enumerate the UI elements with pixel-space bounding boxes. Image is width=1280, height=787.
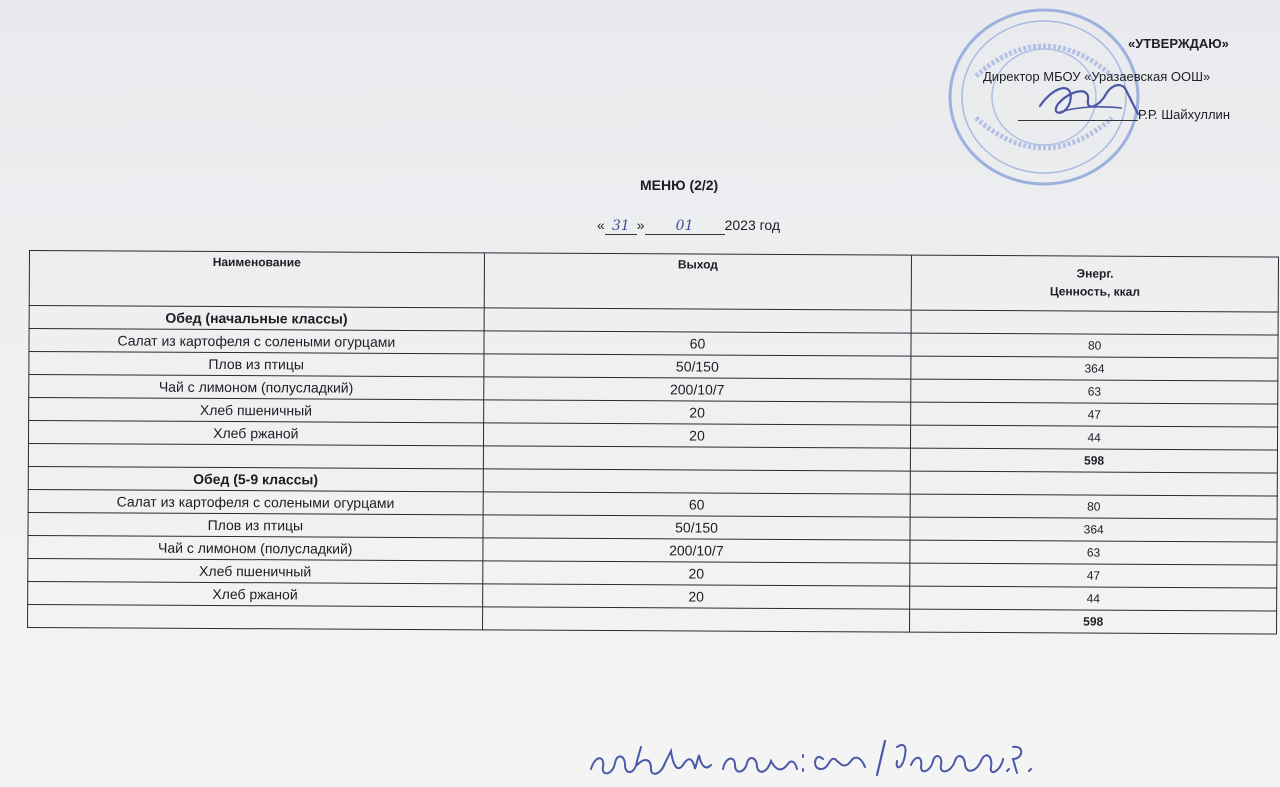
dish-output: 20 <box>482 561 910 586</box>
section-title: Обед (5-9 классы) <box>28 466 483 491</box>
dish-energy: 63 <box>911 379 1278 404</box>
approval-director: Директор МБОУ «Уразаевская ООШ» <box>983 69 1211 84</box>
table-header-row <box>29 251 1278 313</box>
dish-energy: 80 <box>911 333 1278 358</box>
dish-energy: 364 <box>910 517 1277 542</box>
compiled-by-handwritten-signature <box>585 725 1045 785</box>
dish-energy: 44 <box>911 425 1278 450</box>
approval-name: Р.Р. Шайхуллин <box>1138 107 1230 122</box>
dish-name: Салат из картофеля с солеными огурцами <box>29 329 484 354</box>
section-title: Обед (начальные классы) <box>29 306 484 331</box>
total-energy: 598 <box>911 448 1278 473</box>
dish-output: 200/10/7 <box>483 377 911 402</box>
dish-output: 20 <box>483 423 911 448</box>
total-energy: 598 <box>910 609 1277 634</box>
dish-name: Плов из птицы <box>29 352 484 377</box>
dish-name: Салат из картофеля с солеными огурцами <box>28 489 483 514</box>
energy-header-line1: Энерг. <box>1076 266 1114 281</box>
dish-name: Чай с лимоном (полусладкий) <box>28 535 483 560</box>
dish-energy: 47 <box>911 402 1278 427</box>
column-header-name: Наименование <box>29 251 484 308</box>
dish-name: Хлеб ржаной <box>28 581 483 606</box>
dish-output: 20 <box>482 584 910 609</box>
dish-energy: 47 <box>910 563 1277 588</box>
dish-energy: 63 <box>910 540 1277 565</box>
dish-output: 60 <box>483 492 911 517</box>
dish-name: Хлеб пшеничный <box>28 558 483 583</box>
menu-table <box>27 250 1279 635</box>
dish-energy: 364 <box>911 356 1278 381</box>
dish-name: Хлеб ржаной <box>28 421 483 446</box>
date-day: 31 <box>605 218 637 235</box>
dish-name: Плов из птицы <box>28 512 483 537</box>
dish-name: Чай с лимоном (полусладкий) <box>29 375 484 400</box>
dish-energy: 80 <box>910 494 1277 519</box>
director-signature <box>1030 76 1140 122</box>
dish-energy: 44 <box>910 586 1277 611</box>
column-header-output: Выход <box>484 253 912 310</box>
dish-output: 50/150 <box>483 515 911 540</box>
dish-output: 20 <box>483 400 911 425</box>
date-close-quote: » <box>636 217 645 233</box>
dish-output: 50/150 <box>483 354 911 379</box>
energy-header-line2: Ценность, ккал <box>1049 284 1141 299</box>
date-open-quote: « <box>597 217 605 233</box>
dish-name: Хлеб пшеничный <box>29 398 484 423</box>
dish-output: 200/10/7 <box>483 538 911 563</box>
menu-date <box>597 217 780 235</box>
column-header-energy <box>911 255 1278 312</box>
dish-output: 60 <box>484 331 912 356</box>
menu-title: МЕНЮ (2/2) <box>640 177 719 193</box>
approval-title: «УТВЕРЖДАЮ» <box>1128 36 1229 51</box>
date-month: 01 <box>645 218 725 235</box>
date-year: 2023 год <box>724 217 781 233</box>
